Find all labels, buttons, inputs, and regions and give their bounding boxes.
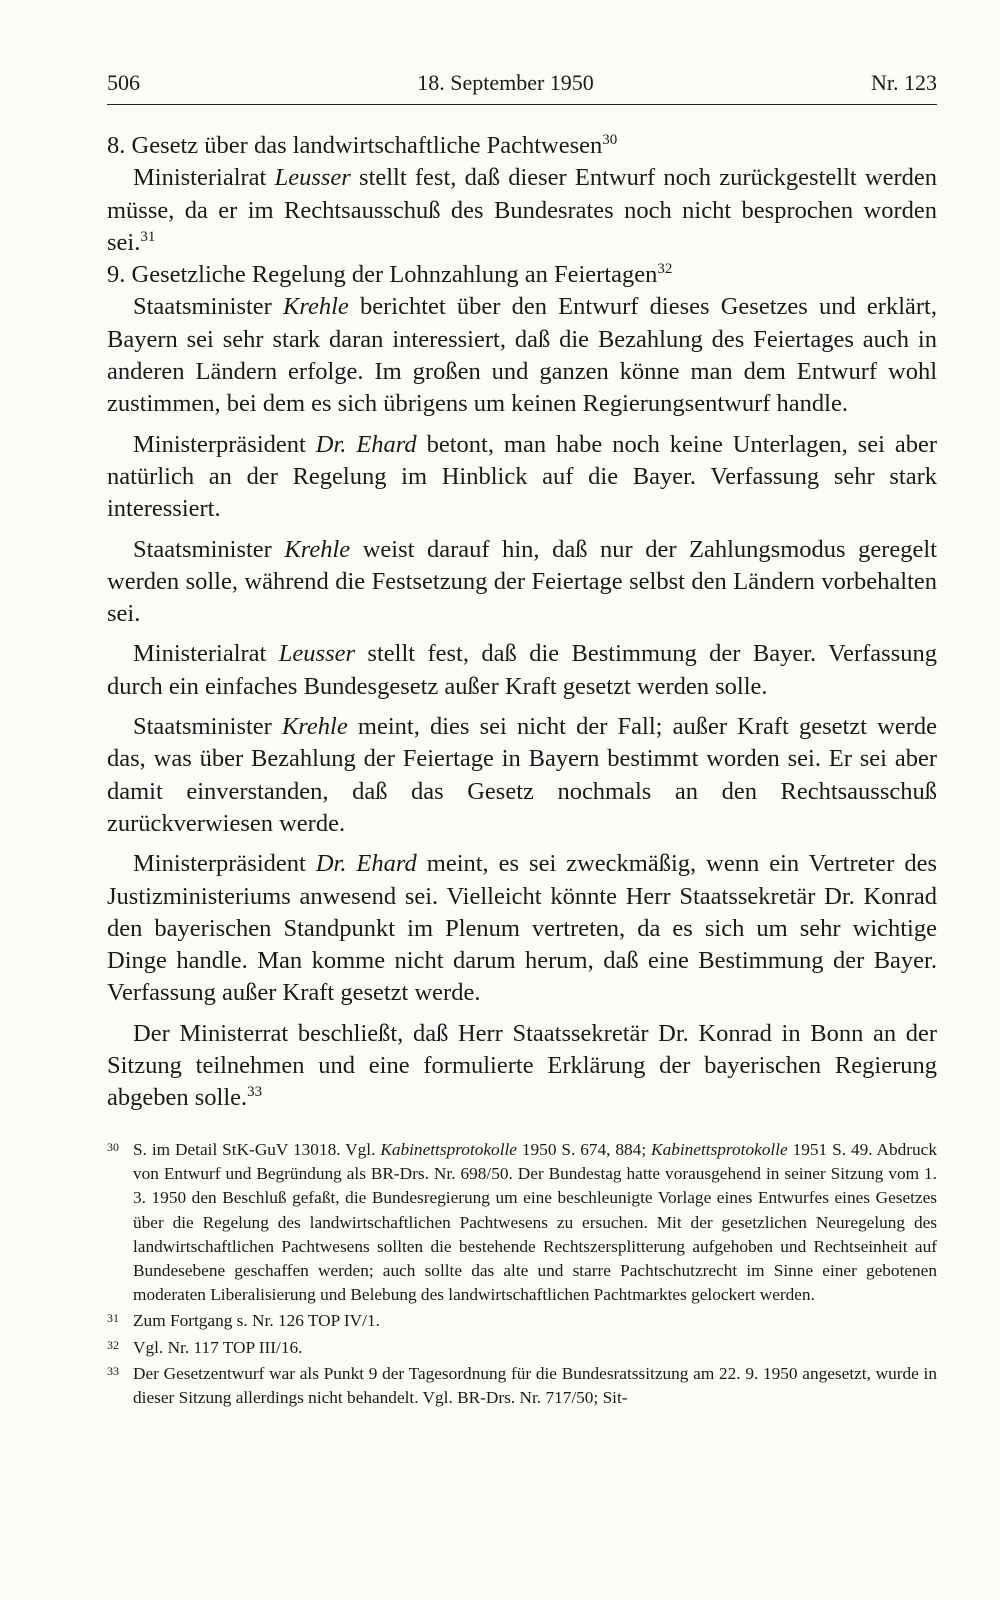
speaker-name: Dr. Ehard (315, 850, 417, 878)
footnote-number: 30 (107, 1140, 119, 1154)
main-text (107, 130, 937, 1115)
footnote-ref-33: 33 (247, 1084, 263, 1101)
footnote-30: 30 S. im Detail StK-GuV 13018. Vgl. Kabinettsprotokolle 1950 S. 674, 884; Kabinettsprotokolle 1951 S. 49. Abdruck von Entwurf und Begründung als BR-Drs. Nr. 698/50. Der Bundestag hatte vorausgehend in seiner Sitzung vom 1. 3. 1950 den Beschluß gefaßt, die Bundesregierung um eine beschleunigte Vorlage eines Entwurfes eines Gesetzes über die Regelung des landwirtschaftlichen Pachtwesens zu ersuchen. Mit der gesetzlichen Neuregelung des landwirtschaftlichen Pachtwesens sollten die bestehende Rechtszersplitterung aufgehoben und Rechtseinheit auf Bundesebene geschaffen werden; auch sollte das alte und starre Pachtschutzrecht im Sinne einer gebotenen moderaten Liberalisierung und Belebung des landwirtschaftlichen Pachtmarktes gelockert werden. (107, 1138, 937, 1307)
paragraph-ehard-2: Ministerpräsident Dr. Ehard meint, es sei zweckmäßig, wenn ein Vertreter des Justizministeriums anwesend sei. Vielleicht könnte Herr Staatssekretär Dr. Konrad den bayerischen Standpunkt im Plenum vertreten, da es sich um sehr wichtige Dinge handle. Man komme nicht darum herum, daß eine Bestimmung der Bayer. Verfassung außer Kraft gesetzt werde. (107, 850, 937, 1007)
footnote-number: 31 (107, 1311, 119, 1326)
footnote-number: 33 (107, 1363, 119, 1378)
agenda-item-9-heading: 9. Gesetzliche Regelung der Lohnzahlung an Feiertagen$^{32}$ (107, 261, 673, 289)
paragraph-leusser-1: Ministerialrat Leusser stellt fest, daß dieser Entwurf noch zurückgestellt werden müsse, da er im Rechtsausschuß des Bundesrates noch nicht besprochen worden sei.$^{31}$ (107, 164, 937, 256)
speaker-name: Krehle (284, 535, 351, 563)
header-rule (107, 104, 937, 105)
footnote-ref-32: 32 (657, 261, 673, 278)
page-number: 506 (107, 70, 140, 95)
running-head (107, 70, 937, 96)
speaker-name: Krehle (283, 293, 349, 321)
speaker-name: Leusser (274, 164, 351, 192)
speaker-name: Dr. Ehard (315, 430, 417, 458)
footnote-31: 31 Zum Fortgang s. Nr. 126 TOP IV/1. (107, 1309, 937, 1333)
header-date: 18. September 1950 (417, 70, 594, 95)
paragraph-krehle-2: Staatsminister Krehle weist darauf hin, daß nur der Zahlungsmodus geregelt werden solle, während die Festsetzung der Feiertage selbst den Ländern vorbehalten sei. (107, 535, 937, 628)
footnote-32: 32 Vgl. Nr. 117 TOP III/16. (107, 1336, 937, 1360)
footnote-33: 33 Der Gesetzentwurf war als Punkt 9 der Tagesordnung für die Bundesratssitzung am 22. 9. 1950 angesetzt, wurde in dieser Sitzung allerdings nicht behandelt. Vgl. BR-Drs. Nr. 717/50; Sit- (107, 1362, 937, 1410)
footnote-ref-30: 30 (602, 132, 618, 148)
footnote-ref-31: 31 (140, 228, 156, 245)
paragraph-krehle-1: Staatsminister Krehle berichtet über den Entwurf dieses Gesetzes und erklärt, Bayern sei sehr stark daran interessiert, daß die Bezahlung des Feiertages auch in anderen Ländern erfolge. Im großen und ganzen könne man dem Entwurf wohl zustimmen, bei dem es sich übrigens um keinen Regierungsentwurf handle. (107, 293, 937, 418)
footnote-number: 32 (107, 1337, 119, 1352)
speaker-name: Leusser (278, 640, 356, 668)
paragraph-leusser-2: Ministerialrat Leusser stellt fest, daß die Bestimmung der Bayer. Verfassung durch ein einfaches Bundesgesetz außer Kraft gesetzt werden solle. (107, 640, 937, 700)
document-number: Nr. 123 (871, 70, 937, 95)
agenda-item-8-heading: 8. Gesetz über das landwirtschaftliche Pachtwesen$^{30}$ (107, 132, 618, 159)
footnotes (107, 1138, 937, 1412)
speaker-name: Krehle (281, 713, 348, 741)
paragraph-krehle-3: Staatsminister Krehle meint, dies sei nicht der Fall; außer Kraft gesetzt werde das, was über Bezahlung der Feiertage in Bayern bestimmt worden sei. Er sei aber damit einverstanden, daß das Gesetz nochmals an den Rechtsausschuß zurückverwiesen werde. (107, 713, 937, 837)
paragraph-resolution: Der Ministerrat beschließt, daß Herr Staatssekretär Dr. Konrad in Bonn an der Sitzung teilnehmen und eine formulierte Erklärung der bayerischen Regierung abgeben solle.$^{33}$ (107, 1019, 937, 1112)
paragraph-ehard-1: Ministerpräsident Dr. Ehard betont, man habe noch keine Unterlagen, sei aber natürlich an der Regelung im Hinblick auf die Bayer. Verfassung sehr stark interessiert. (107, 430, 937, 523)
